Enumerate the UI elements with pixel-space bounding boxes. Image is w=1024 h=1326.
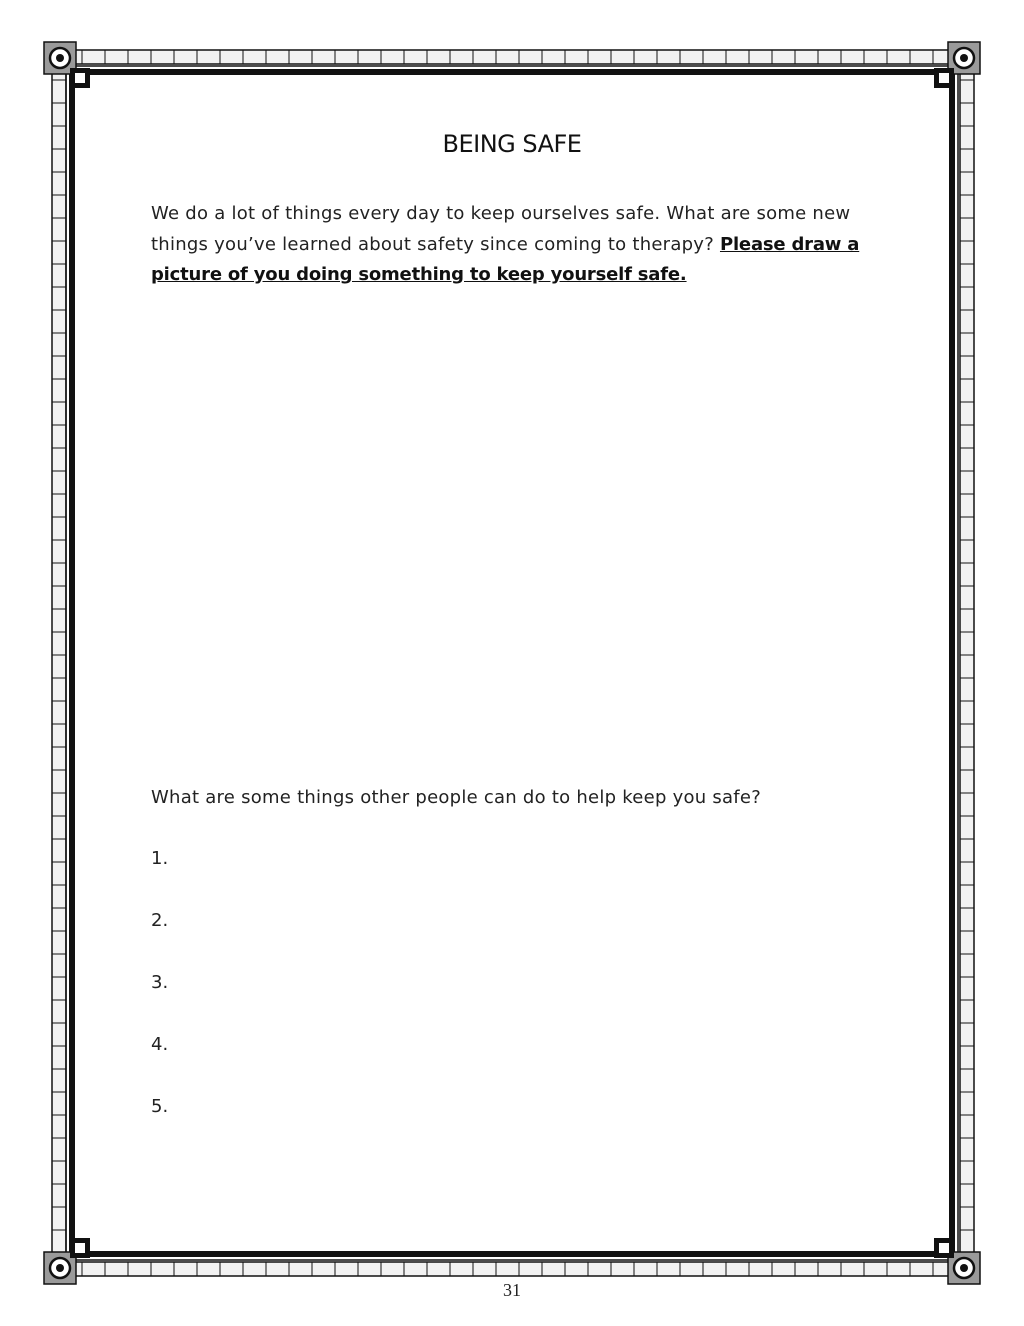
corner-check-inner-top-left xyxy=(75,73,85,83)
safety-question: What are some things other people can do to help keep you safe? xyxy=(151,787,762,808)
drawing-instruction: Please draw a picture of you doing something to keep yourself safe. xyxy=(151,233,860,285)
corner-dot-top-right xyxy=(960,54,968,62)
intro-text: We do a lot of things every day to keep ourselves safe. What are some new things you’ve learned about safety since coming to therapy? xyxy=(151,203,851,255)
intro-paragraph xyxy=(151,199,871,291)
border-strip-top xyxy=(52,50,974,64)
corner-dot-bottom-right xyxy=(960,1264,968,1272)
answer-item-4: 4. xyxy=(151,1034,169,1055)
page-number: 31 xyxy=(503,1280,521,1300)
corner-dot-top-left xyxy=(56,54,64,62)
answer-item-1: 1. xyxy=(151,848,169,869)
corner-check-inner-bottom-right xyxy=(939,1243,949,1253)
answer-item-3: 3. xyxy=(151,972,169,993)
border-strip-bottom xyxy=(52,1262,974,1276)
corner-check-inner-bottom-left xyxy=(75,1243,85,1253)
corner-dot-bottom-left xyxy=(56,1264,64,1272)
page-title: BEING SAFE xyxy=(442,130,582,158)
answer-item-2: 2. xyxy=(151,910,169,931)
corner-check-inner-top-right xyxy=(939,73,949,83)
answer-item-5: 5. xyxy=(151,1096,169,1117)
